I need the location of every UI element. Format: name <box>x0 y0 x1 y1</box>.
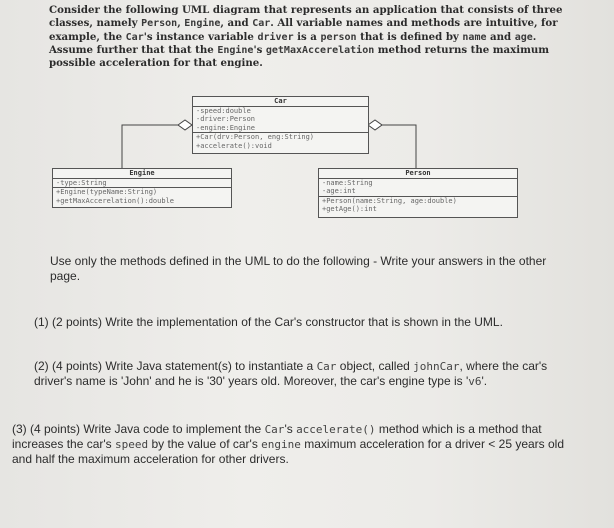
uml-attribute: -age:int <box>322 187 356 196</box>
intro-code-engine: Engine <box>217 44 254 56</box>
intro-text: , <box>177 17 185 30</box>
uml-class-title: Person <box>319 169 517 179</box>
question-3 <box>12 422 587 467</box>
question-code-car: Car <box>316 360 337 373</box>
uml-method: +getMaxAccerelation():double <box>56 196 175 205</box>
uml-attribute: -engine:Engine <box>196 123 256 132</box>
question-text: maximum acceleration for a driver < 25 years old and half the maximum acceleration for other drivers. <box>12 437 565 466</box>
question-code-speed: speed <box>115 438 149 451</box>
uml-attributes <box>319 179 517 197</box>
engine-car-association <box>122 125 178 168</box>
uml-method: +Engine(typeName:String) <box>56 188 158 197</box>
intro-code-age: age <box>514 31 533 43</box>
uml-methods <box>193 133 368 150</box>
intro-text: and <box>486 30 515 43</box>
uml-methods <box>319 197 517 214</box>
question-text: object, called <box>336 359 414 373</box>
question-2 <box>34 359 579 389</box>
intro-code-car: Car <box>252 18 271 30</box>
uml-method: +Person(name:String, age:double) <box>322 196 457 205</box>
question-code-car: Car <box>264 423 285 436</box>
intro-code-method: getMaxAccerelation <box>265 44 375 56</box>
question-text: by the value of car's <box>148 437 262 451</box>
intro-text: , and <box>220 17 253 30</box>
uml-attribute: -type:String <box>56 179 107 187</box>
person-aggregation-diamond-icon <box>368 120 382 130</box>
uml-methods <box>53 188 231 205</box>
intro-text: . All variable names and methods are intuitive, for example, the <box>49 17 558 43</box>
question-code-accelerate: accelerate() <box>296 423 376 436</box>
uml-attribute: -speed:double <box>196 107 251 115</box>
intro-text: is a <box>293 30 321 43</box>
question-text: , where the car's driver's name is 'John' and he is '30' years old. Moreover, the car's engine type is ' <box>34 359 548 388</box>
question-1 <box>34 315 574 330</box>
question-text: (2) (4 points) Write Java statement(s) to instantiate a <box>34 359 317 373</box>
question-code-johncar: johnCar <box>413 360 460 373</box>
question-code-v6: v6 <box>468 375 482 388</box>
uml-attributes <box>53 179 231 188</box>
intro-text: Consider the following UML diagram that represents an application that consists of three classes, namely <box>49 4 563 30</box>
uml-method: +Car(drv:Person, eng:String) <box>196 133 315 142</box>
intro-text: 's <box>253 43 266 56</box>
question-1-text: (1) (2 points) Write the implementation of the Car's constructor that is shown in the UML. <box>34 315 503 329</box>
uml-attribute: -driver:Person <box>196 115 256 124</box>
intro-code-car: Car <box>125 31 144 43</box>
uml-attributes <box>193 107 368 133</box>
instructions-text: Use only the methods defined in the UML to do the following - Write your answers in the other page. <box>50 254 547 283</box>
question-code-engine: engine <box>261 438 301 451</box>
question-text: '. <box>481 374 488 388</box>
intro-text: 's instance variable <box>143 30 258 43</box>
uml-class-title: Engine <box>53 169 231 179</box>
instructions <box>50 254 550 284</box>
intro-text: that is defined by <box>356 30 463 43</box>
intro-code-name: name <box>462 31 487 43</box>
uml-class-engine <box>52 168 232 208</box>
intro-code-person: Person <box>141 18 178 30</box>
intro-text: . Assume further that that the <box>49 30 537 56</box>
intro-text: method returns the maximum possible acceleration for that engine. <box>49 43 550 70</box>
uml-class-title: Car <box>193 97 368 107</box>
engine-aggregation-diamond-icon <box>178 120 192 130</box>
intro-code-person: person <box>320 31 357 43</box>
uml-method: +getAge():int <box>322 205 377 214</box>
uml-attribute: -name:String <box>322 179 373 187</box>
uml-method: +accelerate():void <box>196 141 272 150</box>
intro-code-driver: driver <box>257 31 294 43</box>
uml-class-person <box>318 168 518 218</box>
person-car-association <box>382 125 416 168</box>
uml-class-car <box>192 96 369 154</box>
intro-code-engine: Engine <box>184 18 221 30</box>
question-text: 's <box>284 422 297 436</box>
question-text: method which is a method that increases the car's <box>12 422 542 451</box>
question-text: (3) (4 points) Write Java code to implement the <box>12 422 265 436</box>
